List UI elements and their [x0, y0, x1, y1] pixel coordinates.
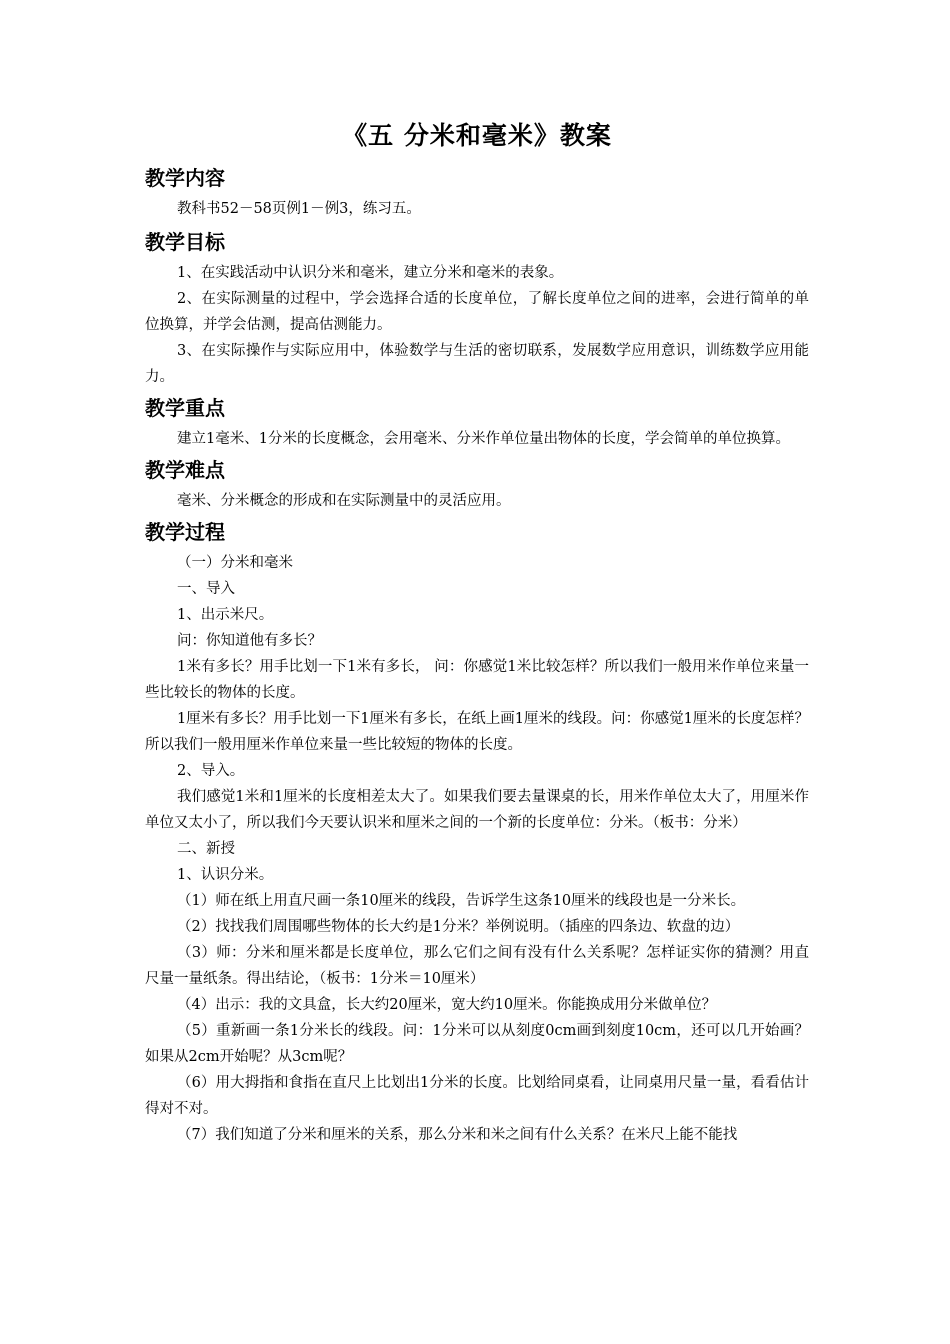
section-key-points — [145, 394, 809, 452]
section-heading: 教学内容 — [145, 166, 225, 190]
section-objectives — [145, 228, 809, 390]
paragraph: 1、认识分米。 — [177, 867, 274, 883]
paragraph: 教科书52－58页例1－例3，练习五。 — [177, 201, 421, 217]
paragraph: 1、在实践活动中认识分米和毫米，建立分米和毫米的表象。 — [177, 265, 564, 281]
paragraph: （3）师：分米和厘米都是长度单位，那么它们之间有没有什么关系呢？怎样证实你的猜测？用直尺量一量纸条。得出结论，（板书：1分米＝10厘米） — [145, 945, 809, 987]
paragraph: 建立1毫米、1分米的长度概念，会用毫米、分米作单位量出物体的长度，学会简单的单位换算。 — [177, 431, 790, 447]
paragraph: （1）师在纸上用直尺画一条10厘米的线段，告诉学生这条10厘米的线段也是一分米长。 — [177, 893, 746, 909]
section-heading: 教学难点 — [145, 458, 225, 482]
paragraph: （2）找找我们周围哪些物体的长大约是1分米？举例说明。（插座的四条边、软盘的边） — [177, 919, 740, 935]
paragraph: 问：你知道他有多长？ — [177, 633, 322, 649]
paragraph: 3、在实际操作与实际应用中，体验数学与生活的密切联系，发展数学应用意识，训练数学应用能力。 — [145, 343, 809, 385]
paragraph: （7）我们知道了分米和厘米的关系，那么分米和米之间有什么关系？在米尺上能不能找 — [177, 1127, 738, 1143]
document-title: 《五 分米和毫米》教案 — [342, 121, 612, 150]
paragraph: 毫米、分米概念的形成和在实际测量中的灵活应用。 — [177, 493, 511, 509]
paragraph: 一、导入 — [177, 581, 235, 597]
paragraph: 1厘米有多长？用手比划一下1厘米有多长，在纸上画1厘米的线段。问：你感觉1厘米的长度怎样？所以我们一般用厘米作单位来量一些比较短的物体的长度。 — [145, 711, 809, 753]
document-body — [145, 118, 809, 1148]
paragraph: 1米有多长？用手比划一下1米有多长， 问：你感觉1米比较怎样？所以我们一般用米作单位来量一些比较长的物体的长度。 — [145, 659, 809, 701]
paragraph: （5）重新画一条1分米长的线段。问：1分米可以从刻度0cm画到刻度10cm，还可以几开始画？如果从2cm开始呢？从3cm呢？ — [145, 1023, 809, 1065]
section-heading: 教学目标 — [145, 230, 225, 254]
paragraph: 2、导入。 — [177, 763, 245, 779]
section-difficulties — [145, 456, 809, 514]
paragraph: 2、在实际测量的过程中，学会选择合适的长度单位，了解长度单位之间的进率，会进行简单的单位换算，并学会估测，提高估测能力。 — [145, 291, 809, 333]
paragraph: 1、出示米尺。 — [177, 607, 274, 623]
paragraph: 我们感觉1米和1厘米的长度相差太大了。如果我们要去量课桌的长，用米作单位太大了，用厘米作单位又太小了，所以我们今天要认识米和厘米之间的一个新的长度单位：分米。（板书：分米） — [145, 789, 809, 831]
paragraph: 二、新授 — [177, 841, 235, 857]
paragraph: （4）出示：我的文具盒，长大约20厘米，宽大约10厘米。你能换成用分米做单位？ — [177, 997, 717, 1013]
section-content — [145, 164, 809, 222]
section-heading: 教学重点 — [145, 396, 225, 420]
paragraph: （6）用大拇指和食指在直尺上比划出1分米的长度。比划给同桌看，让同桌用尺量一量，看看估计得对不对。 — [145, 1075, 809, 1117]
paragraph: （一）分米和毫米 — [177, 555, 293, 571]
section-process — [145, 518, 809, 1148]
section-heading: 教学过程 — [145, 520, 225, 544]
